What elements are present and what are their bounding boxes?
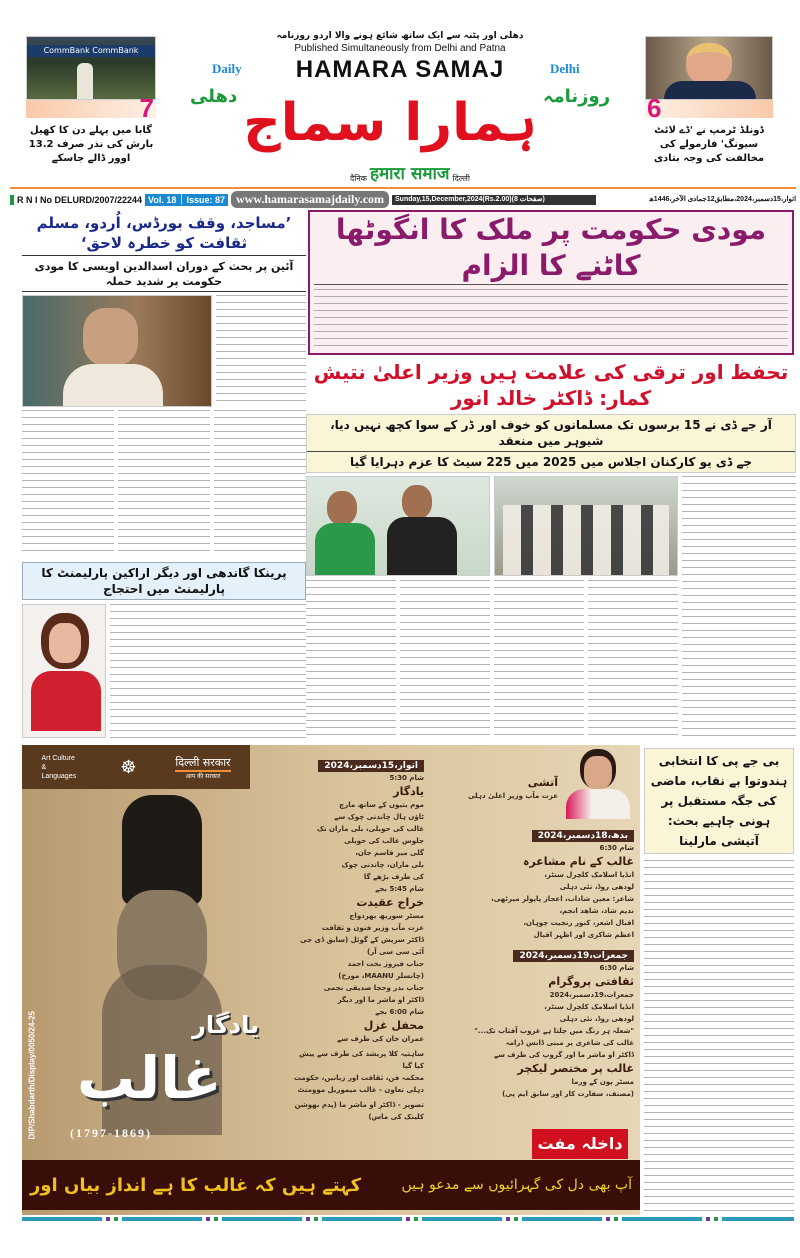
article-body xyxy=(22,410,114,557)
article-body xyxy=(494,580,584,738)
event-title: خراج عقیدت xyxy=(356,896,424,909)
dehli-label: دهلی xyxy=(189,86,238,107)
event-detail: (مصنف، سفارت کار اور سابق ایم پی) xyxy=(502,1090,634,1098)
article-body xyxy=(682,476,796,738)
event-detail: جمعرات،19دسمبر،2024 xyxy=(549,991,634,999)
photo-credit: تصویر - ڈاکٹر او ماشر ما (پدم بھوشن کلینک کی ماس) xyxy=(294,1101,424,1121)
article-body xyxy=(216,295,306,407)
article-body xyxy=(214,410,306,557)
event-date: بدھ،18دسمبر،2024 xyxy=(532,830,634,842)
event-title: ثقافتی پروگرام xyxy=(548,975,634,988)
tagline-en: Published Simultaneously from Delhi and Patna xyxy=(294,43,506,54)
event-detail: جلوس غالب کی حویلی xyxy=(344,837,424,845)
event-detail: اعظم شاکری اور اظہر اقبال xyxy=(533,931,634,939)
ghalib-years: (1797-1869) xyxy=(70,1126,152,1140)
hindi-prefix: दैनिक xyxy=(350,174,367,183)
event-detail: شاعر: معین شاداب، اعجاز پاپولر میرٹھی، xyxy=(491,895,634,903)
cricket-photo: CommBank CommBank xyxy=(26,36,156,100)
event-title: غالب کے نام مشاعرہ xyxy=(522,855,634,868)
event-detail: جناب بدر وحجا صدیقی نجمی xyxy=(323,984,424,992)
event-time: شام 6:30 xyxy=(599,844,634,852)
event-time: شام 5:30 xyxy=(389,774,424,782)
article-subhead: آئین پر بحث کے دوران اسدالدین اویسی کا مودی حکومت پر شدید حملہ xyxy=(22,259,306,292)
event-time: شام 6:00 بجے xyxy=(375,1008,424,1016)
free-entry-badge: داخلہ مفت xyxy=(532,1129,628,1159)
article-body xyxy=(306,580,396,738)
masthead xyxy=(189,0,611,185)
rni-number: R N I No DELURD/2007/22244 xyxy=(10,195,142,205)
article-body xyxy=(110,604,306,738)
event-time: شام 6:30 xyxy=(599,964,634,972)
article-headline: تحفظ اور ترقی کی علامت ہیں وزیر اعلیٰ نتیش کمار: ڈاکٹر خالد انور xyxy=(313,360,789,410)
logo-row xyxy=(189,86,611,160)
atishi-photo xyxy=(562,749,634,819)
ghalib-advertisement[interactable] xyxy=(22,745,640,1215)
article-body xyxy=(314,289,788,349)
event-title: محفل غزل xyxy=(363,1019,424,1032)
event-detail: ڈاکٹر او ماشر ما اور گروپ کی طرف سے xyxy=(493,1051,634,1059)
volume-issue: Vol. 18 ׀ Issue: 87 xyxy=(145,194,228,206)
owaisi-photo xyxy=(22,295,212,407)
ad-logo-bar xyxy=(22,745,250,789)
teaser-page-number: 6 xyxy=(647,93,662,123)
event-detail: "شعلہ ہر رنگ میں جلتا ہے غروب آفتاب تک..." xyxy=(474,1027,634,1035)
website-link[interactable]: www.hamarasamajdaily.com xyxy=(231,191,389,208)
schedule-right xyxy=(434,823,634,1100)
event-time: شام 5:45 بجے xyxy=(375,885,424,893)
event-detail: جناب فیروز بخت احمد xyxy=(347,960,424,968)
date-urdu: اتوار،15دسمبر،2024،مطابق12جمادی الآخر،1446ھ xyxy=(648,196,797,203)
teaser-sports[interactable] xyxy=(26,36,156,166)
article-body xyxy=(400,580,490,738)
ad-footer-band xyxy=(22,1160,640,1210)
event-detail: مسٹر سوربھ بھردواج xyxy=(349,912,424,920)
event-detail: ڈاکٹر او ماشر ما اور دیگر xyxy=(337,996,424,1004)
event-detail: (چانسلر MAANU، مورخ) xyxy=(338,972,424,980)
teaser-page-number: 7 xyxy=(139,93,154,123)
atishi-caption xyxy=(434,775,558,802)
presenter-text: محکمہ فن، ثقافت اور زبانیں، حکومت دہلی تعاون - غالب میموریل موومنٹ xyxy=(293,1074,424,1094)
delhi-govt-logo xyxy=(175,755,230,780)
article-lead[interactable] xyxy=(308,210,794,355)
event-detail: بلی ماران، چاندنی چوک xyxy=(341,861,424,869)
emblem-icon: ☸ xyxy=(120,756,137,778)
event-title: یادگار xyxy=(393,785,424,798)
article-headline: ’مساجد، وقف بورڈس، اُردو، مسلم ثقافت کو خطرہ لاحق‘ xyxy=(22,213,306,256)
info-bar xyxy=(10,187,796,210)
dip-label: DIP/Shabdarth/Display/0050/24-25 xyxy=(27,1011,37,1140)
event-date: اتوار،15دسمبر،2024 xyxy=(318,760,424,772)
event-detail: ڈاکٹر سریش کے گوئل (سابق ڈی جی آئی سی سی آر) xyxy=(299,936,424,956)
art-culture-logo: Art Culture & Languages xyxy=(41,754,77,780)
article-headline: پرینکا گاندھی اور دیگر اراکین پارلیمنٹ کا پارلیمنٹ میں احتجاج xyxy=(22,562,306,600)
event-photo-2 xyxy=(494,476,678,576)
article-subhead: آر جے ڈی نے 15 برسوں تک مسلمانوں کو خوف اور ڈر کے سوا کچھ نہیں دیا، شیوہر میں منعقد xyxy=(307,415,795,452)
presenter-text: ساہتیہ کلا پریشد کی طرف سے پیش کیا گیا xyxy=(299,1050,424,1070)
event-detail: عزت مآب وزیر فنون و ثقافت xyxy=(321,924,424,932)
trump-photo xyxy=(645,36,773,100)
article-nitish[interactable] xyxy=(306,359,796,738)
event-detail: گلی میر قاسم جان، xyxy=(355,849,424,857)
schedule-day1 xyxy=(292,753,424,1123)
ghalib-title: غالب xyxy=(77,1044,222,1112)
priyanka-photo xyxy=(22,604,106,738)
event-detail: اقبال اشعر، کنور رنجیت چوہان، xyxy=(523,919,634,927)
event-detail: کی طرف بڑھے گا xyxy=(363,873,424,881)
delhi-sarkar: दिल्ली सरकार xyxy=(175,755,231,769)
couplet: کہتے ہیں کہ غالب کا ہے انداز بیاں اور xyxy=(30,1174,362,1196)
atishi-name: آتشی xyxy=(527,776,558,789)
event-detail: انڈیا اسلامک کلچرل سنٹر، xyxy=(544,1003,634,1011)
event-photo-1 xyxy=(306,476,490,576)
event-detail: لودھی روڈ، نئی دہلی xyxy=(559,1015,634,1023)
hindi-city: दिल्ली xyxy=(452,174,470,183)
logo-urdu: ہمارا سماج xyxy=(243,93,537,153)
article-body xyxy=(644,860,794,1213)
invite-text: آپ بھی دل کی گہرائیوں سے مدعو ہیں xyxy=(401,1177,632,1193)
teaser-trump[interactable] xyxy=(645,36,773,166)
event-date: جمعرات،19دسمبر،2024 xyxy=(513,950,634,962)
event-detail: غالب کی حویلی، بلی ماران تک xyxy=(316,825,424,833)
daily-label: Daily xyxy=(212,61,242,76)
title-hindi: हमारा समाज xyxy=(369,164,450,184)
event-detail: لودھی روڈ، نئی دہلی xyxy=(559,883,634,891)
event-detail: ٹاؤن ہال چاندنی چوک سے xyxy=(334,813,424,821)
date-en: Sunday,15,December,2024(Rs.2.00)(صفحات 8) xyxy=(392,195,596,205)
teaser-text: گابا میں پہلے دن کا کھیل بارش کی نذر صرف 13.2 اوور ڈالے جاسکے xyxy=(28,125,154,164)
delhi-sarkar-sub: आप की सरकार xyxy=(175,770,230,780)
logo-hindi xyxy=(315,161,505,184)
article-body xyxy=(588,580,678,738)
roznama-label: روزنامہ xyxy=(542,86,611,107)
event-detail: مسٹر پون کے ورما xyxy=(571,1078,634,1086)
teaser-text: ڈونلڈ ٹرمپ نے 'ڈے لائٹ سیونگ' فارمولے کی مخالفت کی وجہ بتادی xyxy=(653,125,765,164)
bottom-decorative-strip xyxy=(22,1217,794,1221)
yadgar-title: یادگار xyxy=(192,1011,260,1039)
event-detail: ندیم شاد، شاهد انجم، xyxy=(559,907,634,915)
atishi-title: عزت مآب وزیر اعلیٰ دہلی xyxy=(467,792,558,800)
event-title: غالب پر مختصر لیکچر xyxy=(517,1062,634,1075)
article-headline: مودی حکومت پر ملک کا انگوٹھا کاٹنے کا الزام xyxy=(314,212,788,285)
article-owaisi[interactable] xyxy=(22,213,306,557)
article-body xyxy=(118,410,210,557)
event-detail: غالب کی شاعری پر مبنی ڈانس ڈرامہ xyxy=(505,1039,634,1047)
article-bjp[interactable] xyxy=(644,748,794,1213)
event-detail: انڈیا اسلامک کلچرل سنٹر، xyxy=(544,871,634,879)
article-headline: بی جے پی کا انتخابی ہندوتوا بے نقاب، ماضی کی جگہ مستقبل پر ہونی چاہیے بحث: آتیشی مارلینا xyxy=(644,748,794,854)
article-subhead: جے ڈی یو کارکنان اجلاس میں 2025 میں 225 سیٹ کا عزم دہرایا گیا xyxy=(349,455,753,469)
article-priyanka[interactable] xyxy=(22,562,306,738)
title-en: HAMARA SAMAJ xyxy=(295,56,505,83)
city-label: Delhi xyxy=(550,61,580,76)
event-detail: موم بتیوں کے ساتھ مارچ xyxy=(339,801,424,809)
tagline-urdu: دهلی اور پٹنہ سے ایک ساتھ شائع ہونے والا اردو روزنامہ xyxy=(276,31,524,41)
event-detail: عمران خان کی طرف سے xyxy=(337,1035,424,1043)
